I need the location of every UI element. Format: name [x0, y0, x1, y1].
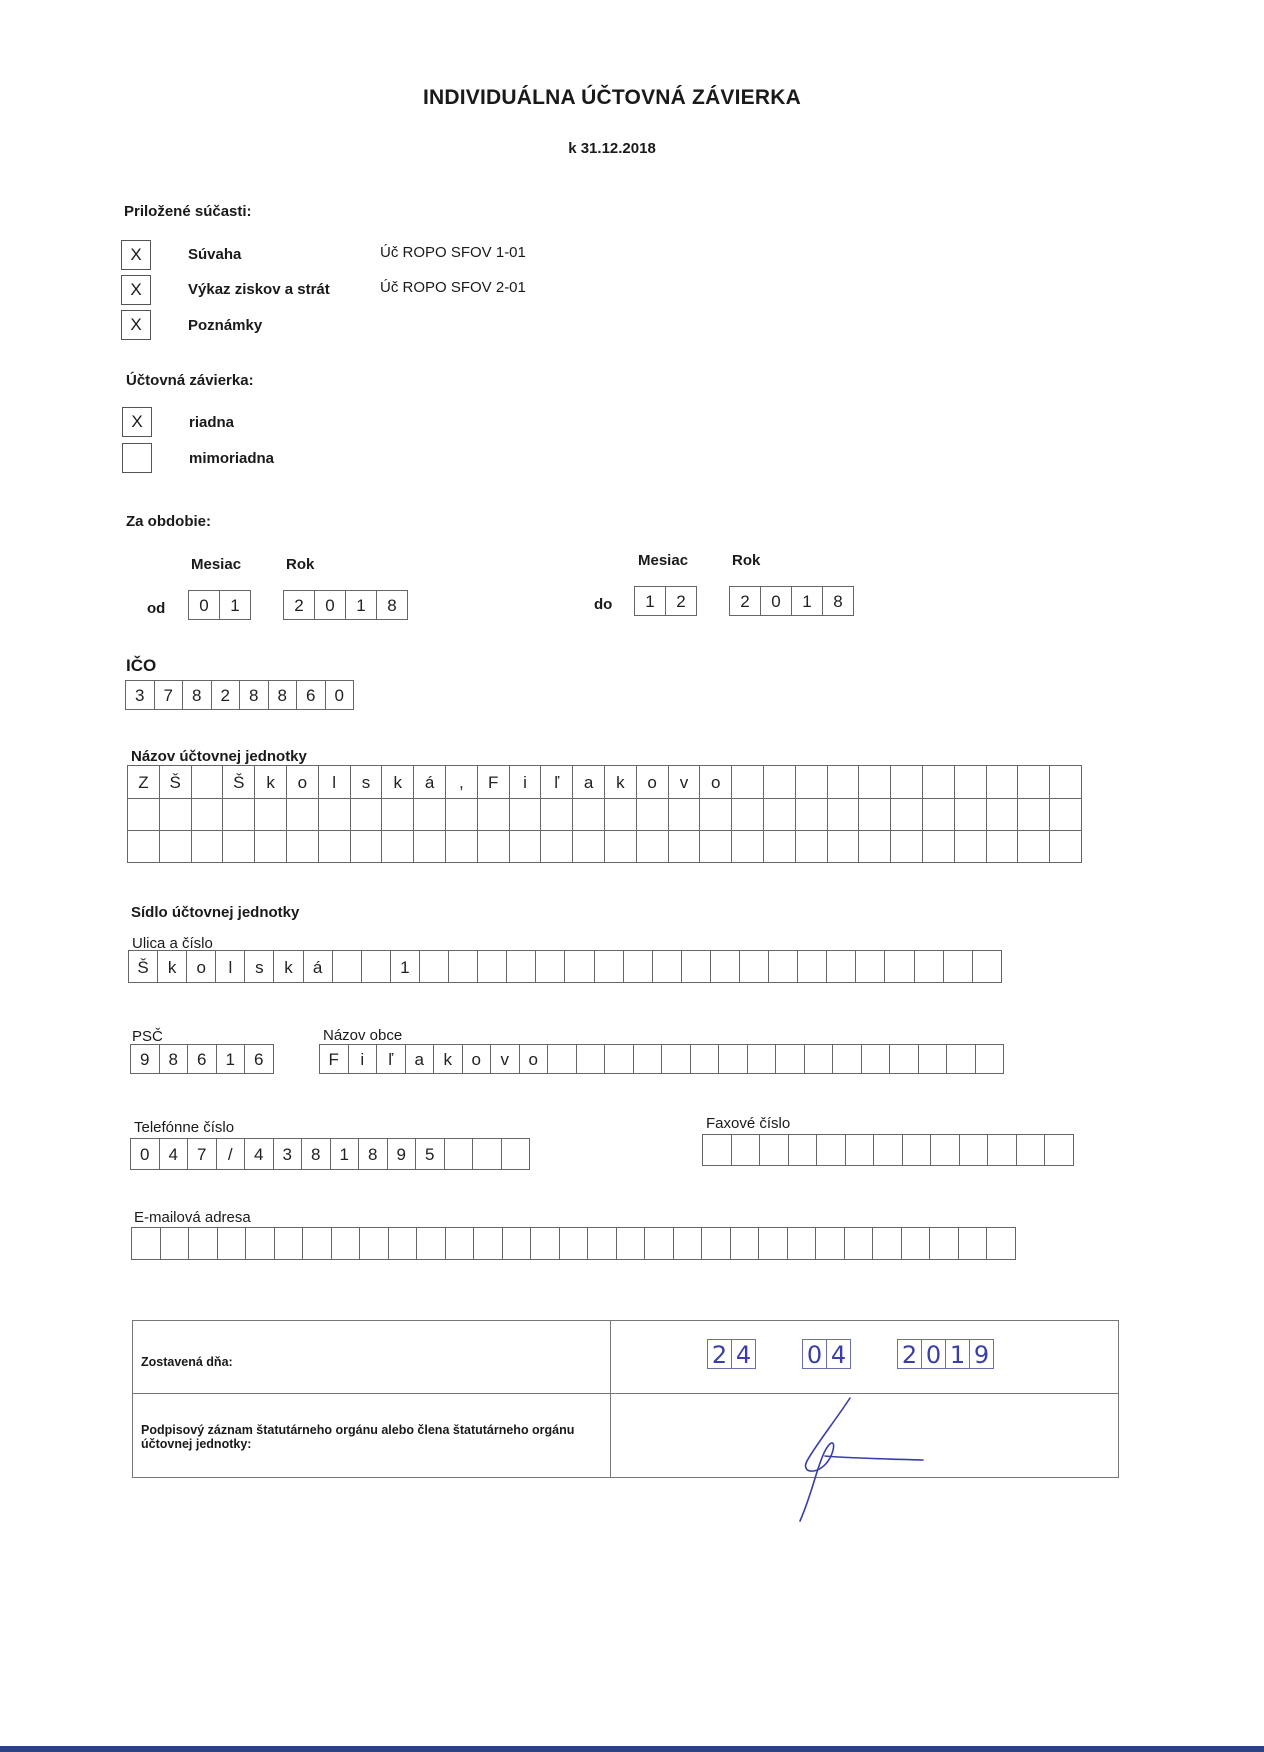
checkbox-riadna[interactable]: X [122, 407, 152, 437]
char-cell [731, 1227, 760, 1260]
char-cell: Š [160, 765, 192, 799]
char-cell [859, 765, 891, 799]
char-cell: s [245, 950, 274, 983]
char-cell [478, 831, 510, 863]
fax-label: Faxové číslo [706, 1115, 791, 1132]
char-cell [702, 1227, 731, 1260]
char-cell [573, 831, 605, 863]
char-cell [510, 831, 542, 863]
ico-label: IČO [126, 656, 157, 675]
char-cell: 0 [131, 1138, 160, 1170]
char-cell [923, 831, 955, 863]
char-cell: 8 [302, 1138, 331, 1170]
attachments-heading: Priložené súčasti: [124, 203, 252, 220]
entity-name-row [127, 765, 1082, 799]
char-cell [1050, 765, 1082, 799]
char-cell [669, 799, 701, 831]
char-cell [414, 799, 446, 831]
street-field[interactable] [128, 950, 1002, 983]
char-cell [960, 1134, 989, 1166]
char-cell [959, 1227, 988, 1260]
digit-cell: 1 [792, 586, 823, 616]
phone-label: Telefónne číslo [134, 1119, 235, 1136]
char-cell [192, 765, 224, 799]
char-cell [474, 1227, 503, 1260]
digit-cell: 0 [315, 590, 346, 620]
char-cell [798, 950, 827, 983]
char-cell [255, 831, 287, 863]
char-cell [700, 831, 732, 863]
char-cell [502, 1138, 531, 1170]
char-cell [796, 765, 828, 799]
compiled-label: Zostavená dňa: [141, 1355, 233, 1369]
char-cell: o [700, 765, 732, 799]
char-cell [605, 831, 637, 863]
char-cell [846, 1134, 875, 1166]
char-cell [748, 1044, 777, 1074]
char-cell [891, 831, 923, 863]
town-label: Názov obce [323, 1027, 403, 1044]
char-cell: F [320, 1044, 349, 1074]
char-cell: ľ [377, 1044, 406, 1074]
char-cell [382, 831, 414, 863]
char-cell [1018, 831, 1050, 863]
entity-name-row [127, 799, 1082, 831]
char-cell [732, 831, 764, 863]
char-cell [478, 950, 507, 983]
char-cell [805, 1044, 834, 1074]
checkbox-suvaha[interactable]: X [121, 240, 151, 270]
char-cell [987, 765, 1019, 799]
compiled-year-field[interactable] [897, 1339, 994, 1369]
digit-cell: 1 [220, 590, 251, 620]
char-cell: o [463, 1044, 492, 1074]
char-cell [711, 950, 740, 983]
char-cell: 8 [160, 1044, 189, 1074]
char-cell: 4 [160, 1138, 189, 1170]
char-cell [944, 950, 973, 983]
digit-cell: 1 [635, 586, 666, 616]
char-cell [873, 1227, 902, 1260]
char-cell: i [349, 1044, 378, 1074]
psc-field[interactable] [130, 1044, 274, 1074]
char-cell [287, 799, 319, 831]
digit-cell: 8 [377, 590, 408, 620]
char-cell [923, 765, 955, 799]
email-field[interactable] [131, 1227, 1016, 1260]
char-cell [973, 950, 1002, 983]
char-cell [987, 1227, 1016, 1260]
char-cell [885, 950, 914, 983]
char-cell: 6 [245, 1044, 274, 1074]
char-cell [192, 831, 224, 863]
char-cell [874, 1134, 903, 1166]
ico-field[interactable] [125, 680, 354, 710]
char-cell [788, 1227, 817, 1260]
char-cell: o [287, 765, 319, 799]
char-cell [955, 765, 987, 799]
char-cell [449, 950, 478, 983]
char-cell [776, 1044, 805, 1074]
digit-cell: 2 [284, 590, 315, 620]
char-cell: k [434, 1044, 463, 1074]
digit-cell: 4 [732, 1339, 756, 1369]
street-label: Ulica a číslo [132, 935, 213, 952]
char-cell [987, 831, 1019, 863]
char-cell [769, 950, 798, 983]
char-cell [645, 1227, 674, 1260]
char-cell: 6 [188, 1044, 217, 1074]
char-cell: Š [129, 950, 158, 983]
to-year-label: Rok [732, 552, 761, 569]
char-cell [859, 831, 891, 863]
char-cell [891, 765, 923, 799]
char-cell [817, 1134, 846, 1166]
attachment-code-vykaz: Úč ROPO SFOV 2-01 [380, 279, 526, 296]
char-cell: á [414, 765, 446, 799]
char-cell [662, 1044, 691, 1074]
checkbox-vykaz[interactable]: X [121, 275, 151, 305]
entity-name-label: Názov účtovnej jednotky [131, 748, 307, 765]
char-cell [890, 1044, 919, 1074]
digit-cell: 0 [761, 586, 792, 616]
char-cell [473, 1138, 502, 1170]
char-cell [595, 950, 624, 983]
char-cell [740, 950, 769, 983]
char-cell [796, 799, 828, 831]
char-cell [541, 799, 573, 831]
char-cell [389, 1227, 418, 1260]
char-cell [565, 950, 594, 983]
attachment-label-poznamky: Poznámky [188, 317, 263, 334]
char-cell [827, 950, 856, 983]
char-cell: a [406, 1044, 435, 1074]
char-cell [759, 1227, 788, 1260]
digit-cell: 2 [708, 1339, 732, 1369]
char-cell [859, 799, 891, 831]
char-cell [332, 1227, 361, 1260]
char-cell [669, 831, 701, 863]
char-cell: 5 [416, 1138, 445, 1170]
digit-cell: 2 [666, 586, 697, 616]
char-cell: 1 [331, 1138, 360, 1170]
char-cell [507, 950, 536, 983]
char-cell [446, 799, 478, 831]
char-cell [223, 831, 255, 863]
char-cell [653, 950, 682, 983]
signature-label: Podpisový záznam štatutárneho orgánu alebo člena štatutárneho orgánu účtovnej jednotky: [141, 1423, 575, 1451]
char-cell: 7 [155, 680, 184, 710]
statement-type-heading: Účtovná závierka: [126, 372, 254, 389]
char-cell [246, 1227, 275, 1260]
phone-field[interactable] [130, 1138, 530, 1170]
char-cell [319, 831, 351, 863]
char-cell [446, 831, 478, 863]
char-cell: 0 [326, 680, 355, 710]
char-cell: 9 [131, 1044, 160, 1074]
char-cell: k [255, 765, 287, 799]
char-cell [510, 799, 542, 831]
char-cell [856, 950, 885, 983]
digit-cell: 2 [730, 586, 761, 616]
char-cell [637, 799, 669, 831]
char-cell [223, 799, 255, 831]
char-cell: 9 [388, 1138, 417, 1170]
char-cell: l [216, 950, 245, 983]
char-cell [732, 765, 764, 799]
char-cell [605, 799, 637, 831]
char-cell [1045, 1134, 1074, 1166]
char-cell [828, 799, 860, 831]
digit-cell: 9 [970, 1339, 994, 1369]
char-cell: 3 [126, 680, 155, 710]
char-cell: 1 [391, 950, 420, 983]
attachment-label-vykaz: Výkaz ziskov a strát [188, 281, 330, 298]
char-cell [923, 799, 955, 831]
statement-type-riadna: riadna [189, 414, 235, 431]
char-cell [541, 831, 573, 863]
to-month-label: Mesiac [638, 552, 689, 569]
char-cell [588, 1227, 617, 1260]
char-cell: / [217, 1138, 246, 1170]
char-cell: s [351, 765, 383, 799]
checkbox-poznamky[interactable]: X [121, 310, 151, 340]
char-cell [1050, 799, 1082, 831]
char-cell [674, 1227, 703, 1260]
char-cell [828, 765, 860, 799]
fax-field[interactable] [702, 1134, 1074, 1166]
char-cell [624, 950, 653, 983]
char-cell: Z [128, 765, 160, 799]
char-cell [255, 799, 287, 831]
char-cell [764, 831, 796, 863]
char-cell [915, 950, 944, 983]
char-cell [988, 1134, 1017, 1166]
attachment-code-suvaha: Úč ROPO SFOV 1-01 [380, 244, 526, 261]
to-month-field[interactable] [634, 586, 697, 616]
digit-cell: 0 [189, 590, 220, 620]
char-cell [955, 831, 987, 863]
char-cell: k [274, 950, 303, 983]
char-cell [1050, 831, 1082, 863]
char-cell [732, 799, 764, 831]
attachment-label-suvaha: Súvaha [188, 246, 242, 263]
entity-name-row [127, 831, 1082, 863]
char-cell: 2 [212, 680, 241, 710]
char-cell: v [491, 1044, 520, 1074]
statement-type-mimoriadna: mimoriadna [189, 450, 275, 467]
char-cell [700, 799, 732, 831]
char-cell [333, 950, 362, 983]
char-cell: 7 [188, 1138, 217, 1170]
char-cell [682, 950, 711, 983]
char-cell: 3 [274, 1138, 303, 1170]
digit-cell: 1 [946, 1339, 970, 1369]
compiled-month-field[interactable] [802, 1339, 851, 1369]
char-cell [218, 1227, 247, 1260]
char-cell: F [478, 765, 510, 799]
char-cell [1017, 1134, 1046, 1166]
char-cell [414, 831, 446, 863]
char-cell [382, 799, 414, 831]
char-cell [548, 1044, 577, 1074]
compiled-day-field[interactable] [707, 1339, 756, 1369]
char-cell: 8 [359, 1138, 388, 1170]
period-heading: Za obdobie: [126, 513, 211, 530]
to-label: do [594, 596, 613, 613]
from-label: od [147, 600, 166, 617]
table-divider [610, 1321, 611, 1477]
char-cell [1018, 765, 1050, 799]
from-month-field[interactable] [188, 590, 251, 620]
char-cell [919, 1044, 948, 1074]
digit-cell: 8 [823, 586, 854, 616]
char-cell [531, 1227, 560, 1260]
signature-table [132, 1320, 1119, 1478]
char-cell [446, 1227, 475, 1260]
char-cell: 6 [297, 680, 326, 710]
from-year-field[interactable] [283, 590, 408, 620]
char-cell [1018, 799, 1050, 831]
char-cell [161, 1227, 190, 1260]
char-cell [764, 799, 796, 831]
char-cell [351, 831, 383, 863]
char-cell [287, 831, 319, 863]
char-cell: k [158, 950, 187, 983]
digit-cell: 4 [827, 1339, 851, 1369]
checkbox-mimoriadna[interactable] [122, 443, 152, 473]
char-cell [445, 1138, 474, 1170]
bottom-edge-bar [0, 1746, 1264, 1752]
char-cell: v [669, 765, 701, 799]
char-cell [478, 799, 510, 831]
digit-cell: 0 [803, 1339, 827, 1369]
char-cell [947, 1044, 976, 1074]
char-cell [828, 831, 860, 863]
char-cell [303, 1227, 332, 1260]
char-cell [760, 1134, 789, 1166]
char-cell [160, 799, 192, 831]
char-cell: 1 [217, 1044, 246, 1074]
char-cell [536, 950, 565, 983]
to-year-field[interactable] [729, 586, 854, 616]
char-cell: o [187, 950, 216, 983]
char-cell: 8 [269, 680, 298, 710]
char-cell [362, 950, 391, 983]
char-cell: o [637, 765, 669, 799]
seat-heading: Sídlo účtovnej jednotky [131, 904, 300, 921]
char-cell [132, 1227, 161, 1260]
char-cell [605, 1044, 634, 1074]
from-year-label: Rok [286, 556, 315, 573]
char-cell: á [304, 950, 333, 983]
char-cell [764, 765, 796, 799]
char-cell [275, 1227, 304, 1260]
char-cell [931, 1134, 960, 1166]
char-cell [420, 950, 449, 983]
char-cell: l [319, 765, 351, 799]
char-cell [637, 831, 669, 863]
char-cell [789, 1134, 818, 1166]
char-cell [955, 799, 987, 831]
digit-cell: 1 [346, 590, 377, 620]
signature-image [795, 1396, 945, 1536]
char-cell [703, 1134, 732, 1166]
char-cell [816, 1227, 845, 1260]
char-cell: 8 [183, 680, 212, 710]
char-cell [192, 799, 224, 831]
char-cell [417, 1227, 446, 1260]
digit-cell: 2 [898, 1339, 922, 1369]
char-cell [987, 799, 1019, 831]
char-cell [634, 1044, 663, 1074]
char-cell: 4 [245, 1138, 274, 1170]
char-cell [617, 1227, 646, 1260]
from-month-label: Mesiac [191, 556, 242, 573]
char-cell [351, 799, 383, 831]
entity-name-field[interactable] [127, 765, 1082, 863]
char-cell [360, 1227, 389, 1260]
char-cell [128, 799, 160, 831]
char-cell [833, 1044, 862, 1074]
char-cell: , [446, 765, 478, 799]
char-cell: o [520, 1044, 549, 1074]
char-cell [319, 799, 351, 831]
char-cell: k [382, 765, 414, 799]
char-cell: 8 [240, 680, 269, 710]
char-cell: k [605, 765, 637, 799]
town-field[interactable] [319, 1044, 1004, 1074]
char-cell [891, 799, 923, 831]
page-subtitle: k 31.12.2018 [568, 140, 656, 157]
char-cell [128, 831, 160, 863]
char-cell [930, 1227, 959, 1260]
digit-cell: 0 [922, 1339, 946, 1369]
char-cell [503, 1227, 532, 1260]
char-cell: Š [223, 765, 255, 799]
char-cell [691, 1044, 720, 1074]
char-cell [189, 1227, 218, 1260]
char-cell: i [510, 765, 542, 799]
char-cell [573, 799, 605, 831]
char-cell [976, 1044, 1005, 1074]
email-label: E-mailová adresa [134, 1209, 251, 1226]
char-cell [732, 1134, 761, 1166]
char-cell [903, 1134, 932, 1166]
char-cell: ľ [541, 765, 573, 799]
char-cell [845, 1227, 874, 1260]
char-cell [160, 831, 192, 863]
char-cell [862, 1044, 891, 1074]
char-cell [902, 1227, 931, 1260]
char-cell [577, 1044, 606, 1074]
psc-label: PSČ [132, 1028, 163, 1045]
page-title: INDIVIDUÁLNA ÚČTOVNÁ ZÁVIERKA [423, 86, 801, 109]
char-cell [560, 1227, 589, 1260]
char-cell [719, 1044, 748, 1074]
char-cell: a [573, 765, 605, 799]
char-cell [796, 831, 828, 863]
